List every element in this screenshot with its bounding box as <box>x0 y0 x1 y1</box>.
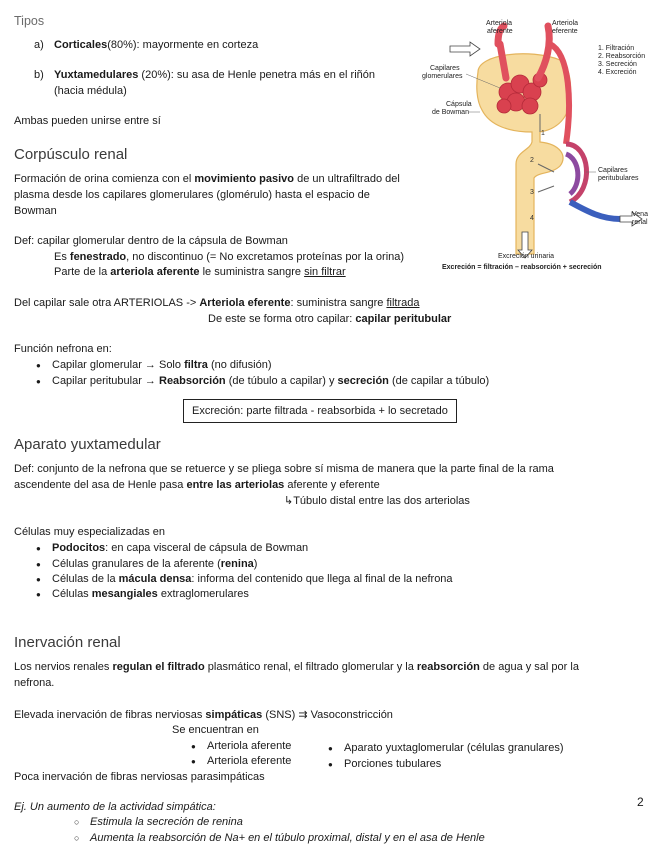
label-capsula-bowman-2: de Bowman <box>432 109 469 116</box>
celulas-heading: Células muy especializadas en <box>14 526 166 538</box>
inervacion-elevada: Elevada inervación de fibras nerviosas simpáticas (SNS) ⇉ Vasoconstricción <box>14 709 393 721</box>
label-capilares-glomerulares-1: Capilares <box>430 65 460 72</box>
label-capsula-bowman-1: Cápsula <box>446 101 472 108</box>
label-arteriola-aferente-2: aferente <box>487 28 513 35</box>
tipo-b-label: b) <box>34 69 44 81</box>
corpusculo-heading: Corpúsculo renal <box>14 146 128 163</box>
label-excrecion-urinaria: Excreción urinaria <box>498 253 555 260</box>
diagram-number-4: 4 <box>530 215 534 222</box>
label-capilares-peritubulares-1: Capilares <box>598 167 628 174</box>
tipo-b-text-2: (hacia médula) <box>54 85 127 97</box>
aparato-tubulo: ↳Túbulo distal entre las dos arteriolas <box>284 495 470 507</box>
inervacion-heading: Inervación renal <box>14 634 121 651</box>
tipo-a-label: a) <box>34 39 44 51</box>
funcion-bullet-2: ● Capilar peritubular → Reabsorción (de túbulo a capilar) y secreción (de capilar a túbulo) <box>52 374 489 388</box>
page-number: 2 <box>637 795 644 809</box>
diagram-number-3: 3 <box>530 189 534 196</box>
label-arteriola-eferente-2: eferente <box>552 28 578 35</box>
celulas-bullet-2: ● Células granulares de la aferente (renina) <box>52 557 257 571</box>
label-arteriola-eferente-1: Arteriola <box>552 20 579 27</box>
corpusculo-parte: Parte de la arteriola aferente le suministra sangre sin filtrar <box>54 266 346 278</box>
label-capilares-peritubulares-2: peritubulares <box>598 175 639 182</box>
celulas-bullet-3: ● Células de la mácula densa: informa del contenido que llega al final de la nefrona <box>52 572 453 586</box>
inervacion-se-encuentran: Se encuentran en <box>172 724 259 736</box>
aparato-def-1: Def: conjunto de la nefrona que se retuerce y se pliega sobre sí misma de manera que la parte final de la rama <box>14 463 554 475</box>
inervacion-left-1: ● Arteriola aferente <box>207 739 291 753</box>
corpusculo-p1: Formación de orina comienza con el movimiento pasivo de un ultrafiltrado del <box>14 173 400 185</box>
ambas-text: Ambas pueden unirse entre sí <box>14 115 161 127</box>
celulas-bullet-4: ● Células mesangiales extraglomerulares <box>52 587 249 601</box>
aparato-heading: Aparato yuxtamedular <box>14 436 161 453</box>
tipo-b-text: Yuxtamedulares (20%): su asa de Henle penetra más en el riñón <box>54 69 376 81</box>
corpusculo-p1-line3: Bowman <box>14 205 57 217</box>
label-vena-renal-2: renal <box>632 219 648 226</box>
label-vena-renal-1: Vena <box>632 211 648 218</box>
ejemplo-sub-2: ○ Aumenta la reabsorción de Na+ en el túbulo proximal, distal y en el asa de Henle <box>90 831 485 845</box>
legend-3: 3. Secreción <box>598 61 637 68</box>
diagram-number-2: 2 <box>530 157 534 164</box>
tipos-heading: Tipos <box>14 14 45 28</box>
legend-1: 1. Filtración <box>598 45 635 52</box>
inervacion-right-2: ● Porciones tubulares <box>344 757 441 771</box>
tipo-a-text: Corticales(80%): mayormente en corteza <box>54 39 259 51</box>
inervacion-poca: Poca inervación de fibras nerviosas parasimpáticas <box>14 771 265 783</box>
corpusculo-fenestrado: Es fenestrado, no discontinuo (= No excretamos proteínas por la orina) <box>54 251 405 263</box>
inervacion-p1-line2: nefrona. <box>14 677 55 689</box>
diagram-caption: Excreción = filtración – reabsorción + secreción <box>442 264 602 271</box>
funcion-bullet-1: ● Capilar glomerular → Solo filtra (no difusión) <box>52 358 272 372</box>
inervacion-left-2: ● Arteriola eferente <box>207 754 291 768</box>
nephron-diagram <box>420 14 655 276</box>
legend-2: 2. Reabsorción <box>598 53 646 60</box>
inervacion-right-1: ● Aparato yuxtaglomerular (células granulares) <box>344 741 564 755</box>
ejemplo-sub-1: ○ Estimula la secreción de renina <box>90 815 243 829</box>
excrecion-formula-box: Excreción: parte filtrada - reabsorbida + lo secretado <box>183 399 457 423</box>
ejemplo-heading: Ej. Un aumento de la actividad simpática: <box>14 801 216 813</box>
celulas-bullet-1: ● Podocitos: en capa visceral de cápsula de Bowman <box>52 541 308 555</box>
legend-4: 4. Excreción <box>598 69 637 76</box>
funcion-nefrona: Función nefrona en: <box>14 343 112 355</box>
inervacion-p1: Los nervios renales regulan el filtrado plasmático renal, el filtrado glomerular y la reabsorción de agua y sal por la <box>14 661 579 673</box>
label-arteriola-aferente-1: Arteriola <box>486 20 513 27</box>
label-capilares-glomerulares-2: glomerulares <box>422 73 463 80</box>
corpusculo-p1-line2: plasma desde los capilares glomerulares (glomérulo) hasta el espacio de <box>14 189 370 201</box>
aparato-def-2: ascendente del asa de Henle pasa entre las arteriolas aferente y eferente <box>14 479 380 491</box>
input-arrow-icon <box>450 42 480 56</box>
corpusculo-forma: De este se forma otro capilar: capilar peritubular <box>208 313 452 325</box>
diagram-number-1: 1 <box>541 130 545 137</box>
corpusculo-sale: Del capilar sale otra ARTERIOLAS -> Arteriola eferente: suministra sangre filtrada <box>14 297 420 309</box>
corpusculo-def: Def: capilar glomerular dentro de la cápsula de Bowman <box>14 235 288 247</box>
